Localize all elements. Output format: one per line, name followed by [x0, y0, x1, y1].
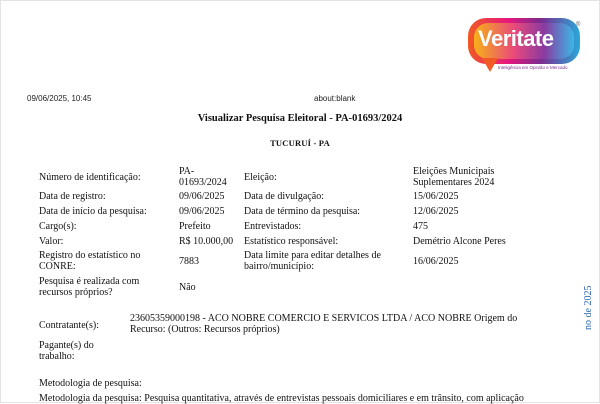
page-subtitle: TUCURUÍ - PA — [270, 138, 330, 148]
value-data-limite: 16/06/2025 — [413, 256, 459, 267]
print-datetime: 09/06/2025, 10:45 — [27, 94, 92, 103]
label-valor: Valor: — [39, 236, 64, 247]
value-entrevistados: 475 — [413, 221, 428, 232]
value-valor: R$ 10.000,00 — [179, 236, 234, 247]
label-id: Número de identificação: — [39, 172, 141, 183]
label-cargo: Cargo(s): — [39, 221, 77, 232]
label-pagante: Pagante(s) do trabalho: — [39, 340, 94, 362]
value-conre: 7883 — [179, 256, 199, 267]
label-data-limite: Data limite para editar detalhes de bairro/município: — [244, 250, 381, 272]
label-estatistico: Estatístico responsável: — [244, 236, 339, 247]
logo-tagline: Inteligência em Opinião e Mercado — [498, 65, 568, 70]
metodologia-text: Metodologia da pesquisa: Pesquisa quantitativa, através de entrevistas pessoais domiciliares e em trânsito, com aplicação — [39, 393, 524, 404]
value-registro: 09/06/2025 — [179, 191, 225, 202]
value-divulgacao: 15/06/2025 — [413, 191, 459, 202]
label-recursos: Pesquisa é realizada com recursos próprios? — [39, 276, 140, 298]
value-termino: 12/06/2025 — [413, 206, 459, 217]
label-conre: Registro do estatístico no CONRE: — [39, 250, 141, 272]
veritate-logo — [468, 18, 584, 78]
value-estatistico: Demétrio Alcone Peres — [413, 236, 506, 247]
label-eleicao: Eleição: — [244, 172, 277, 183]
label-divulgacao: Data de divulgação: — [244, 191, 324, 202]
value-id: PA- 01693/2024 — [179, 166, 227, 188]
label-entrevistados: Entrevistados: — [244, 221, 302, 232]
label-inicio: Data de início da pesquisa: — [39, 206, 147, 217]
side-watermark: no de 2025 — [583, 285, 594, 330]
value-cargo: Prefeito — [179, 221, 211, 232]
logo-tail — [482, 58, 498, 72]
value-recursos: Não — [179, 282, 196, 293]
page-title: Visualizar Pesquisa Eleitoral - PA-01693/2024 — [197, 113, 403, 124]
label-registro: Data de registro: — [39, 191, 106, 202]
label-termino: Data de término da pesquisa: — [244, 206, 361, 217]
value-inicio: 09/06/2025 — [179, 206, 225, 217]
value-contratante: 23605359000198 - ACO NOBRE COMERCIO E SERVICOS LTDA / ACO NOBRE Origem do Recurso: (Outros: Recursos próprios) — [130, 313, 518, 335]
value-eleicao: Eleições Municipais Suplementares 2024 — [413, 166, 495, 188]
metodologia-heading: Metodologia de pesquisa: — [39, 378, 142, 389]
registered-icon: ® — [576, 22, 581, 28]
logo-name: Veritate — [478, 26, 554, 51]
print-url: about:blank — [314, 94, 356, 103]
label-contratante: Contratante(s): — [39, 320, 99, 331]
